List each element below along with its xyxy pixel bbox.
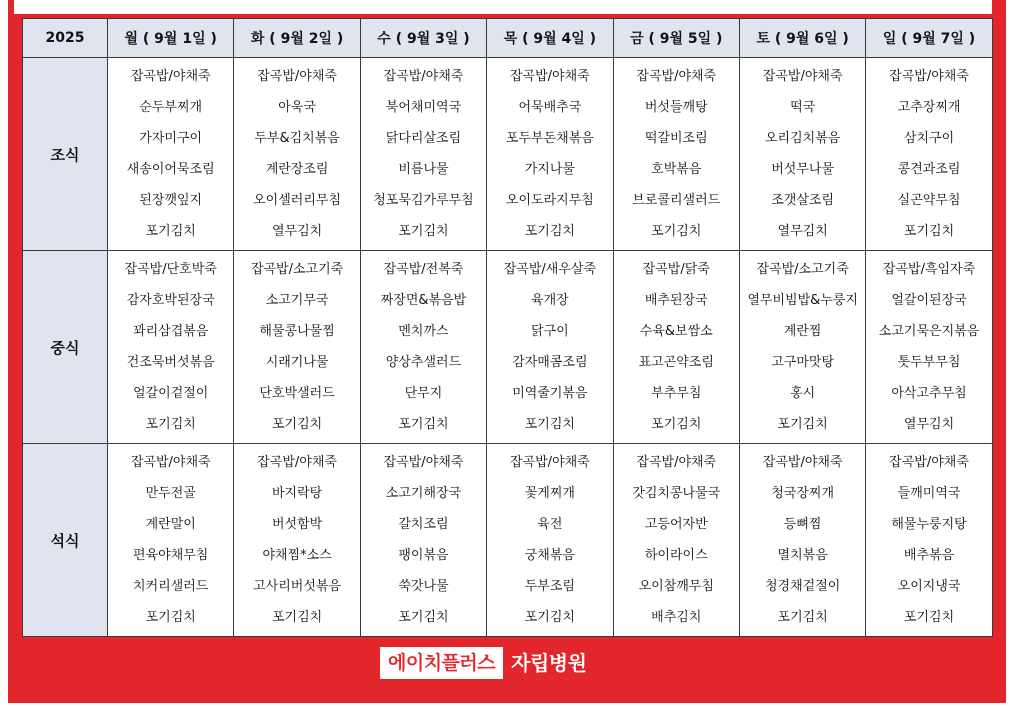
menu-item: 열무김치 — [271, 224, 323, 239]
menu-item: 잡곡밥/야채죽 — [510, 69, 590, 84]
menu-cell-thu — [487, 58, 613, 251]
meal-label: 조식 — [23, 58, 108, 251]
menu-item: 포두부돈채볶음 — [505, 131, 594, 146]
menu-item: 고추장찌개 — [897, 100, 961, 115]
day-header-thu: 목 ( 9월 4일 ) — [487, 19, 613, 58]
menu-item: 소고기무국 — [265, 293, 329, 308]
menu-item: 오이셀러리무침 — [253, 193, 342, 208]
header-row — [23, 19, 993, 58]
menu-item: 포기김치 — [524, 610, 575, 625]
menu-item: 고등어자반 — [644, 517, 708, 532]
menu-cell-fri — [613, 58, 739, 251]
menu-cell-sun — [866, 58, 992, 251]
day-header-fri: 금 ( 9월 5일 ) — [613, 19, 739, 58]
meal-label: 중식 — [23, 251, 108, 444]
menu-cell-thu — [487, 251, 613, 444]
menu-cell-thu — [487, 444, 613, 637]
menu-item: 갈치조림 — [398, 517, 449, 532]
menu-cell-sun — [866, 444, 992, 637]
menu-item: 어묵배추국 — [518, 100, 582, 115]
menu-item: 시래기나물 — [265, 355, 329, 370]
day-header-sun: 일 ( 9월 7일 ) — [866, 19, 992, 58]
menu-item: 비름나물 — [398, 162, 449, 177]
menu-item: 계란말이 — [145, 517, 196, 532]
menu-cell-sun — [866, 251, 992, 444]
menu-item: 포기김치 — [398, 417, 449, 432]
menu-item: 호박볶음 — [651, 162, 702, 177]
menu-item: 잡곡밥/전복죽 — [383, 262, 464, 277]
menu-item: 닭다리살조림 — [385, 131, 462, 146]
menu-item: 청경채겉절이 — [764, 579, 841, 594]
menu-item: 닭구이 — [531, 324, 569, 339]
menu-item: 포기김치 — [651, 224, 702, 239]
menu-item: 고구마맛탕 — [771, 355, 835, 370]
menu-item: 잡곡밥/야채죽 — [762, 69, 843, 84]
menu-item: 열무비빔밥&누룽지 — [747, 293, 858, 308]
menu-item: 갓김치콩나물국 — [632, 486, 721, 501]
menu-item: 얼갈이겉절이 — [133, 386, 209, 401]
menu-item: 브로콜리샐러드 — [632, 193, 721, 208]
menu-item: 만두전골 — [145, 486, 196, 501]
brand-name: 에이치플러스 — [380, 647, 503, 679]
menu-item: 포기김치 — [271, 417, 323, 432]
menu-item: 된장깻잎지 — [139, 193, 203, 208]
menu-item: 버섯함박 — [271, 517, 323, 532]
menu-item: 해물콩나물찜 — [259, 324, 335, 339]
menu-item: 북어채미역국 — [385, 100, 462, 115]
menu-item: 잡곡밥/야채죽 — [130, 69, 211, 84]
hospital-name: 자립병원 — [511, 651, 587, 675]
menu-cell-wed — [360, 444, 486, 637]
menu-cell-sat — [739, 444, 865, 637]
menu-item: 수육&보쌈소 — [639, 324, 713, 339]
menu-item: 감자호박된장국 — [126, 293, 215, 308]
day-header-mon: 월 ( 9월 1일 ) — [108, 19, 234, 58]
menu-cell-wed — [360, 58, 486, 251]
menu-item: 순두부찌개 — [139, 100, 203, 115]
menu-cell-mon — [108, 58, 234, 251]
menu-item: 잡곡밥/단호박죽 — [124, 262, 217, 277]
menu-item: 잡곡밥/야채죽 — [889, 69, 969, 84]
menu-item: 버섯무나물 — [771, 162, 835, 177]
menu-item: 잡곡밥/야채죽 — [889, 455, 969, 470]
menu-item: 잡곡밥/야채죽 — [130, 455, 211, 470]
menu-item: 계란장조림 — [265, 162, 329, 177]
menu-item: 삼치구이 — [903, 131, 955, 146]
menu-item: 치커리샐러드 — [133, 579, 209, 594]
menu-cell-tue — [234, 58, 360, 251]
menu-cell-fri — [613, 251, 739, 444]
menu-item: 바지락탕 — [271, 486, 323, 501]
menu-item: 떡갈비조림 — [644, 131, 708, 146]
menu-item: 양상추샐러드 — [385, 355, 462, 370]
menu-item: 단무지 — [404, 386, 443, 401]
menu-item: 짜장면&볶음밥 — [380, 293, 467, 308]
meal-row — [23, 251, 993, 444]
menu-item: 열무김치 — [903, 417, 955, 432]
day-header-sat: 토 ( 9월 6일 ) — [739, 19, 865, 58]
menu-item: 아욱국 — [278, 100, 316, 115]
menu-cell-sat — [739, 251, 865, 444]
menu-item: 오리김치볶음 — [764, 131, 841, 146]
menu-item: 청국장찌개 — [771, 486, 835, 501]
menu-item: 가자미구이 — [139, 131, 203, 146]
menu-item: 포기김치 — [524, 224, 575, 239]
menu-item: 잡곡밥/흑임자죽 — [882, 262, 976, 277]
day-header-tue: 화 ( 9월 2일 ) — [234, 19, 360, 58]
menu-item: 잡곡밥/야채죽 — [257, 455, 337, 470]
menu-item: 잡곡밥/야채죽 — [636, 69, 717, 84]
menu-item: 잡곡밥/소고기죽 — [250, 262, 344, 277]
menu-item: 열무김치 — [777, 224, 828, 239]
menu-item: 오이지냉국 — [897, 579, 961, 594]
menu-item: 포기김치 — [271, 610, 323, 625]
day-header-wed: 수 ( 9월 3일 ) — [360, 19, 486, 58]
menu-item: 소고기묵은지볶음 — [878, 324, 980, 339]
menu-item: 포기김치 — [777, 610, 828, 625]
menu-item: 포기김치 — [777, 417, 828, 432]
menu-item: 가지나물 — [524, 162, 575, 177]
menu-item: 홍시 — [790, 386, 816, 401]
menu-item: 배추볶음 — [903, 548, 955, 563]
menu-item: 포기김치 — [145, 417, 196, 432]
menu-item: 멸치볶음 — [777, 548, 828, 563]
menu-item: 실곤약무침 — [897, 193, 961, 208]
menu-item: 포기김치 — [145, 610, 196, 625]
menu-item: 편육야채무침 — [133, 548, 209, 563]
menu-item: 표고곤약조림 — [638, 355, 714, 370]
menu-item: 잡곡밥/닭죽 — [642, 262, 710, 277]
menu-item: 포기김치 — [903, 610, 955, 625]
hospital-logo — [380, 646, 586, 680]
menu-item: 포기김치 — [651, 417, 702, 432]
menu-cell-tue — [234, 444, 360, 637]
menu-item: 톳두부무침 — [897, 355, 961, 370]
menu-item: 오이참깨무침 — [638, 579, 714, 594]
menu-item: 잡곡밥/야채죽 — [510, 455, 590, 470]
menu-item: 잡곡밥/야채죽 — [257, 69, 337, 84]
menu-item: 두부조림 — [524, 579, 575, 594]
weekly-meal-table — [22, 18, 993, 637]
menu-item: 포기김치 — [903, 224, 955, 239]
menu-item: 포기김치 — [398, 224, 449, 239]
menu-item: 포기김치 — [524, 417, 575, 432]
menu-item: 감자매콤조림 — [512, 355, 588, 370]
menu-item: 잡곡밥/야채죽 — [383, 69, 464, 84]
menu-item: 잡곡밥/야채죽 — [383, 455, 464, 470]
menu-item: 멘치까스 — [398, 324, 449, 339]
menu-item: 잡곡밥/야채죽 — [762, 455, 843, 470]
menu-item: 궁채볶음 — [524, 548, 575, 563]
menu-item: 잡곡밥/소고기죽 — [756, 262, 849, 277]
menu-item: 꽃게찌개 — [524, 486, 575, 501]
menu-cell-mon — [108, 444, 234, 637]
menu-item: 하이라이스 — [644, 548, 708, 563]
menu-cell-wed — [360, 251, 486, 444]
menu-item: 야채찜*소스 — [262, 548, 332, 563]
menu-item: 포기김치 — [145, 224, 196, 239]
menu-item: 소고기해장국 — [385, 486, 462, 501]
menu-item: 쑥갓나물 — [398, 579, 449, 594]
menu-item: 육개장 — [531, 293, 569, 308]
menu-item: 배추김치 — [651, 610, 702, 625]
menu-item: 콩견과조림 — [897, 162, 961, 177]
menu-item: 육전 — [537, 517, 563, 532]
menu-cell-fri — [613, 444, 739, 637]
menu-item: 계란찜 — [783, 324, 822, 339]
menu-item: 부추무침 — [651, 386, 702, 401]
menu-item: 떡국 — [790, 100, 816, 115]
menu-item: 꽈리삼겹볶음 — [133, 324, 209, 339]
menu-item: 아삭고추무침 — [891, 386, 967, 401]
menu-item: 들깨미역국 — [897, 486, 961, 501]
menu-item: 포기김치 — [398, 610, 449, 625]
menu-item: 잡곡밥/새우살죽 — [503, 262, 597, 277]
menu-cell-mon — [108, 251, 234, 444]
menu-item: 얼갈이된장국 — [891, 293, 967, 308]
menu-item: 미역줄기볶음 — [512, 386, 588, 401]
menu-item: 잡곡밥/야채죽 — [636, 455, 717, 470]
meal-label: 석식 — [23, 444, 108, 637]
menu-item: 두부&김치볶음 — [254, 131, 340, 146]
menu-item: 배추된장국 — [644, 293, 708, 308]
menu-item: 단호박샐러드 — [259, 386, 335, 401]
menu-item: 해물누룽지탕 — [891, 517, 967, 532]
menu-item: 새송이어묵조림 — [126, 162, 215, 177]
top-margin — [14, 0, 992, 14]
menu-item: 버섯들깨탕 — [644, 100, 708, 115]
menu-item: 조갯살조림 — [771, 193, 835, 208]
menu-item: 청포묵김가루무침 — [373, 193, 474, 208]
menu-cell-sat — [739, 58, 865, 251]
year-cell: 2025 — [23, 19, 108, 58]
menu-item: 건조묵버섯볶음 — [126, 355, 215, 370]
menu-item: 고사리버섯볶음 — [253, 579, 342, 594]
meal-row — [23, 444, 993, 637]
menu-item: 오이도라지무침 — [505, 193, 594, 208]
menu-item: 등뼈찜 — [783, 517, 822, 532]
menu-item: 팽이볶음 — [398, 548, 449, 563]
meal-row — [23, 58, 993, 251]
menu-cell-tue — [234, 251, 360, 444]
